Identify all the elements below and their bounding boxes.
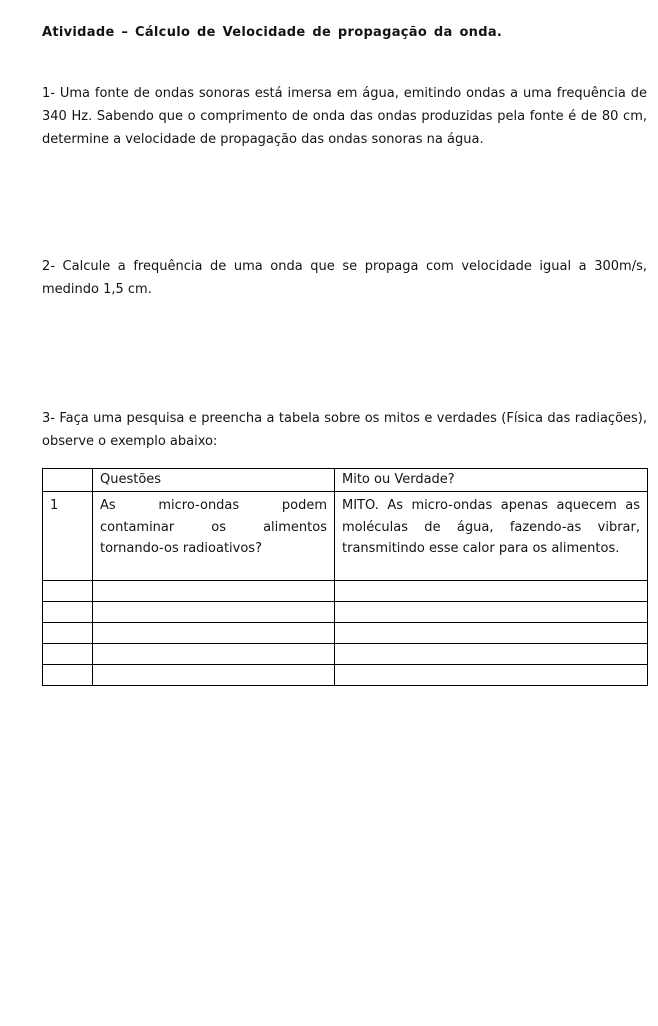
table-row-1 <box>43 492 648 581</box>
empty-cell <box>335 602 648 623</box>
header-cell-number <box>43 469 93 492</box>
row-1-question-cell: As micro-ondas podem contaminar os alimentos tornando-os radioativos? <box>93 492 335 581</box>
empty-cell <box>93 602 335 623</box>
table-empty-row <box>43 602 648 623</box>
empty-cell <box>43 581 93 602</box>
empty-cell <box>335 665 648 686</box>
empty-cell <box>93 644 335 665</box>
table-empty-row <box>43 623 648 644</box>
empty-cell <box>335 644 648 665</box>
question-3-text: 3- Faça uma pesquisa e preencha a tabela sobre os mitos e verdades (Física das radiações), observe o exemplo abaixo: <box>42 411 647 449</box>
empty-cell <box>93 665 335 686</box>
empty-cell <box>93 623 335 644</box>
table-empty-row <box>43 581 648 602</box>
table-empty-row <box>43 644 648 665</box>
document-title: Atividade – Cálculo de Velocidade de propagação da onda. <box>42 25 503 40</box>
question-1-text: 1- Uma fonte de ondas sonoras está imersa em água, emitindo ondas a uma frequência de 340 Hz. Sabendo que o comprimento de onda das ondas produzidas pela fonte é de 80 cm, determine a velocidade de propagação das ondas sonoras na água. <box>42 86 647 147</box>
header-cell-questions: Questões <box>93 469 335 492</box>
header-cell-myth-or-truth: Mito ou Verdade? <box>335 469 648 492</box>
myths-table <box>42 468 648 686</box>
empty-cell <box>43 602 93 623</box>
empty-cell <box>93 581 335 602</box>
question-2-text: 2- Calcule a frequência de uma onda que se propaga com velocidade igual a 300m/s, medindo 1,5 cm. <box>42 259 647 297</box>
empty-cell <box>335 623 648 644</box>
row-1-answer-cell: MITO. As micro-ondas apenas aquecem as moléculas de água, fazendo-as vibrar, transmitindo esse calor para os alimentos. <box>335 492 648 581</box>
table-empty-row <box>43 665 648 686</box>
table-header-row <box>43 469 648 492</box>
row-1-number-cell: 1 <box>43 492 93 581</box>
empty-cell <box>43 623 93 644</box>
empty-cell <box>43 665 93 686</box>
empty-cell <box>335 581 648 602</box>
empty-cell <box>43 644 93 665</box>
